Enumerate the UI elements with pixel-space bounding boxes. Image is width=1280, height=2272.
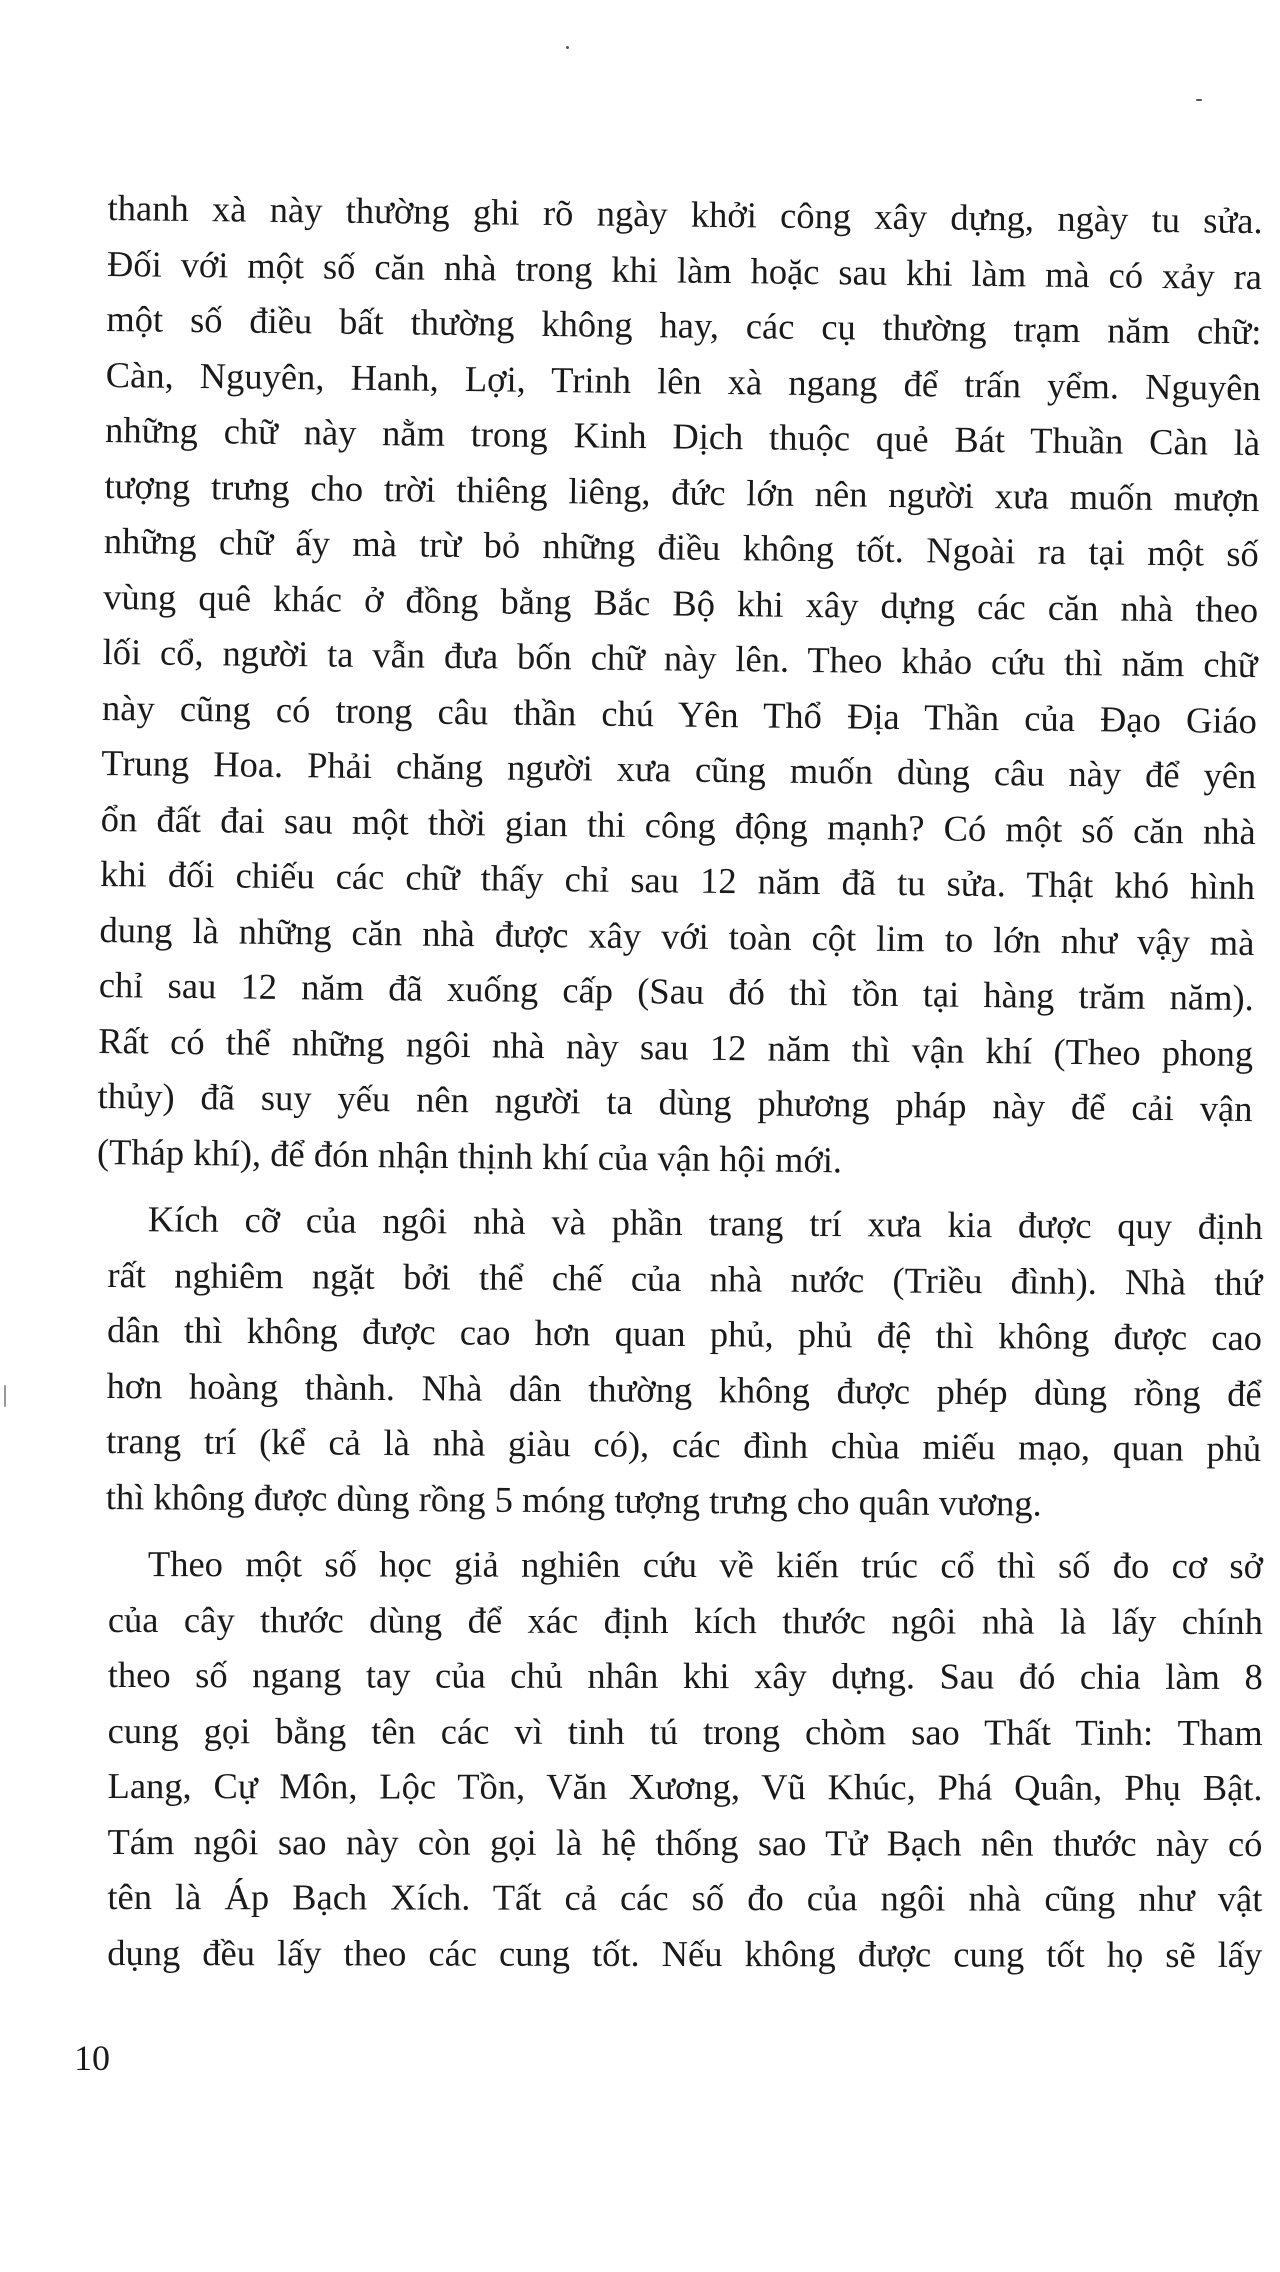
text-line: những chữ này nằm trong Kinh Dịch thuộc quẻ Bát Thuần Càn là — [104, 408, 1261, 464]
text-line: theo số ngang tay của chủ nhân khi xây dựng. Sau đó chia làm 8 — [107, 1653, 1263, 1698]
body-text — [96, 180, 1263, 1980]
paragraph — [107, 1536, 1263, 1982]
text-line: khi đối chiếu các chữ thấy chỉ sau 12 năm đã tu sửa. Thật khó hình — [99, 852, 1256, 908]
text-line: thì không được dùng rồng 5 móng tượng trưng cho quân vương. — [105, 1475, 1042, 1524]
text-line: những chữ ấy mà trừ bỏ những điều không tốt. Ngoài ra tại một số — [103, 519, 1260, 575]
text-line: này cũng có trong câu thần chú Yên Thổ Địa Thần của Đạo Giáo — [101, 686, 1258, 741]
paragraph — [106, 1191, 1263, 1532]
page-number: 10 — [74, 2038, 110, 2078]
text-line: rất nghiêm ngặt bởi thể chế của nhà nước (Triều đình). Nhà thứ — [107, 1253, 1263, 1303]
paragraph — [97, 180, 1263, 1192]
text-line: cung gọi bằng tên các vì tinh tú trong chòm sao Thất Tinh: Tham — [107, 1709, 1263, 1753]
text-line: Tám ngôi sao này còn gọi là hệ thống sao Tử Bạch nên thước này có — [107, 1820, 1263, 1864]
text-line: tượng trưng cho trời thiêng liêng, đức lớn nên người xưa muốn mượn — [104, 464, 1260, 519]
text-line: dân thì không được cao hơn quan phủ, phủ đệ thì không được cao — [106, 1308, 1263, 1359]
text-line: thanh xà này thường ghi rõ ngày khởi công xây dựng, ngày tu sửa. — [107, 186, 1263, 242]
text-line: ổn đất đai sau một thời gian thi công động mạnh? Có một số căn nhà — [100, 797, 1256, 852]
text-line: vùng quê khác ở đồng bằng Bắc Bộ khi xây dựng các căn nhà theo — [103, 575, 1259, 630]
scan-speck — [566, 46, 569, 49]
scan-speck — [1196, 99, 1202, 101]
text-line: Trung Hoa. Phải chăng người xưa cũng muốn dùng câu này để yên — [101, 741, 1257, 797]
text-line: một số điều bất thường không hay, các cụ thường trạm năm chữ: — [106, 297, 1262, 353]
text-line: Kích cỡ của ngôi nhà và phần trang trí xưa kia được quy định — [147, 1198, 1263, 1248]
text-line: lối cổ, người ta vẫn đưa bốn chữ này lên. Theo khảo cứu thì năm chữ — [102, 630, 1258, 686]
text-line: dung là những căn nhà được xây với toàn cột lim to lớn như vậy mà — [99, 908, 1255, 963]
scan-speck — [4, 1385, 6, 1407]
text-line: Theo một số học giả nghiên cứu về kiến trúc cổ thì số đo cơ sở — [147, 1543, 1263, 1587]
text-line: (Tháp khí), để đón nhận thịnh khí của vận hội mới. — [96, 1130, 843, 1180]
text-line: Lang, Cự Môn, Lộc Tồn, Văn Xương, Vũ Khúc, Phá Quân, Phụ Bật. — [107, 1764, 1263, 1809]
text-line: Đối với một số căn nhà trong khi làm hoặc sau khi làm mà có xảy ra — [106, 242, 1263, 297]
text-line: của cây thước dùng để xác định kích thước ngôi nhà là lấy chính — [107, 1598, 1263, 1642]
text-line: thủy) đã suy yếu nên người ta dùng phương pháp này để cải vận — [97, 1074, 1253, 1130]
text-line: chỉ sau 12 năm đã xuống cấp (Sau đó thì tồn tại hàng trăm năm). — [98, 963, 1255, 1019]
text-line: hơn hoàng thành. Nhà dân thường không được phép dùng rồng để — [106, 1364, 1262, 1414]
text-line: Rất có thể những ngôi nhà này sau 12 năm thì vận khí (Theo phong — [98, 1019, 1254, 1074]
text-line: trang trí (kể cả là nhà giàu có), các đình chùa miếu mạo, quan phủ — [106, 1419, 1262, 1470]
text-line: dụng đều lấy theo các cung tốt. Nếu không được cung tốt họ sẽ lấy — [107, 1931, 1263, 1975]
text-line: tên là Áp Bạch Xích. Tất cả các số đo của ngôi nhà cũng như vật — [107, 1875, 1263, 1920]
text-line: Càn, Nguyên, Hanh, Lợi, Trinh lên xà ngang để trấn yểm. Nguyên — [105, 353, 1261, 408]
